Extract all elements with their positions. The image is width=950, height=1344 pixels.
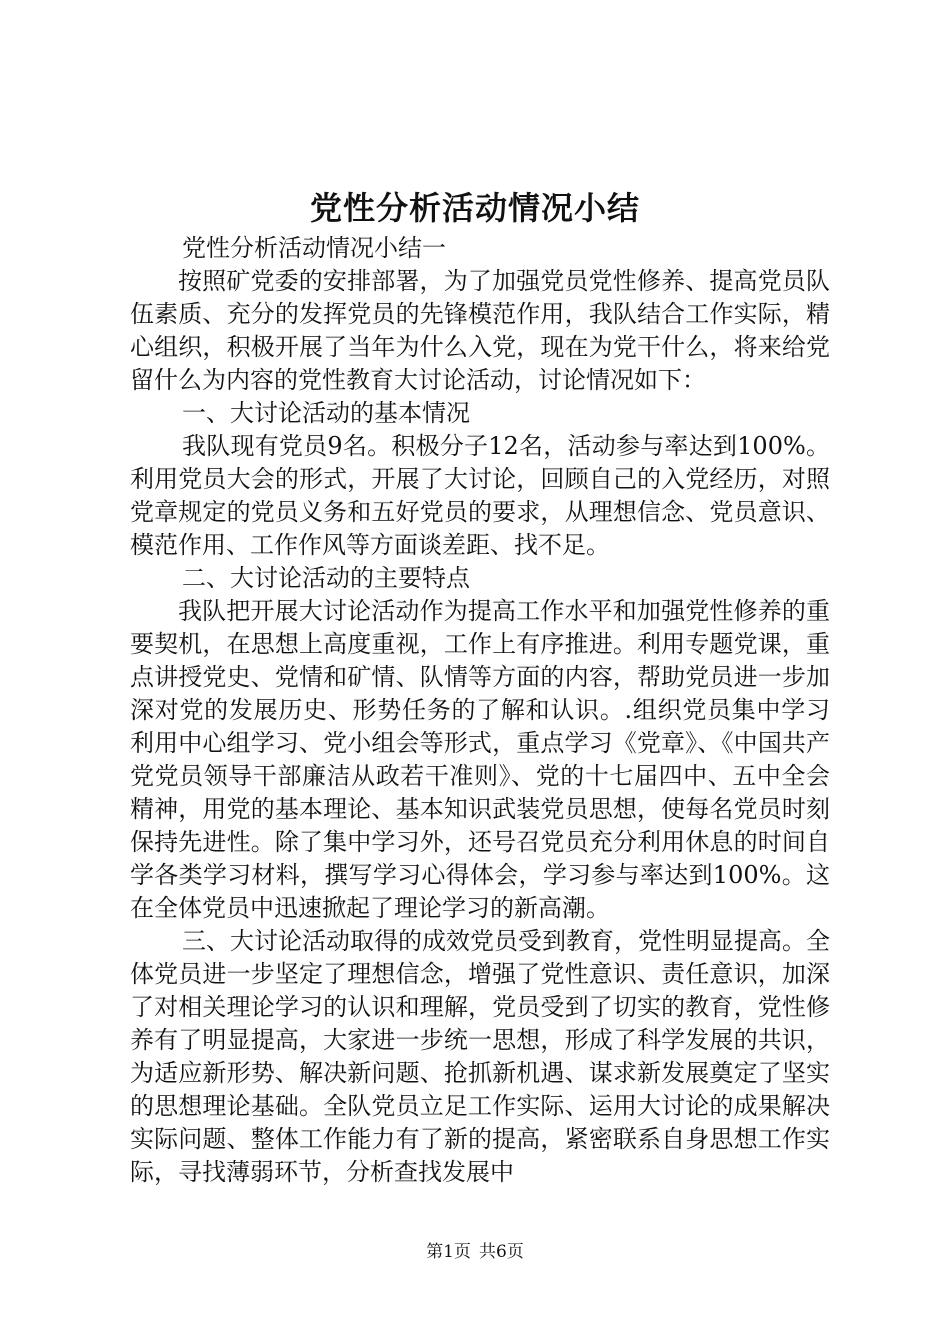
document-body <box>130 232 830 1189</box>
page-footer <box>0 1240 950 1264</box>
section-3-paragraph: 三、大讨论活动取得的成效党员受到教育，党性明显提高。全体党员进一步坚定了理想信念，增强了党性意识、责任意识，加深了对相关理论学习的认识和理解，党员受到了切实的教育，党性修养有了明显提高，大家进一步统一思想，形成了科学发展的共识，为适应新形势、解决新问题、抢抓新机遇、谋求新发展奠定了坚实的思想理论基础。全队党员立足工作实际、运用大讨论的成果解决实际问题、整体工作能力有了新的提高，紧密联系自身思想工作实际，寻找薄弱环节，分析查找发展中 <box>130 927 830 1186</box>
section-heading-2: 二、大讨论活动的主要特点 <box>182 564 470 592</box>
subtitle-paragraph: 党性分析活动情况小结一 <box>182 234 446 262</box>
document-title: 党性分析活动情况小结 <box>309 189 640 227</box>
section-1-paragraph: 我队现有党员9名。积极分子12名，活动参与率达到100%。利用党员大会的形式，开展了大讨论，回顾自己的入党经历，对照党章规定的党员义务和五好党员的要求，从理想信念、党员意识、模范作用、工作作风等方面谈差距、找不足。 <box>130 432 830 559</box>
intro-paragraph: 按照矿党委的安排部署，为了加强党员党性修养、提高党员队伍素质、充分的发挥党员的先锋模范作用，我队结合工作实际，精心组织，积极开展了当年为什么入党，现在为党干什么，将来给党留什么为内容的党性教育大讨论活动，讨论情况如下： <box>130 267 830 394</box>
page-number: 第1页 <box>426 1242 471 1262</box>
section-heading-1: 一、大讨论活动的基本情况 <box>182 399 470 427</box>
page-total: 共6页 <box>479 1242 524 1262</box>
section-2-paragraph: 我队把开展大讨论活动作为提高工作水平和加强党性修养的重要契机，在思想上高度重视，工作上有序推进。利用专题党课，重点讲授党史、党情和矿情、队情等方面的内容，帮助党员进一步加深对党的发展历史、形势任务的了解和认识。.组织党员集中学习利用中心组学习、党小组会等形式，重点学习《党章》、《中国共产党党员领导干部廉洁从政若干准则》、党的十七届四中、五中全会精神，用党的基本理论、基本知识武装党员思想，使每名党员时刻保持先进性。除了集中学习外，还号召党员充分利用休息的时间自学各类学习材料，撰写学习心得体会，学习参与率达到100%。这在全体党员中迅速掀起了理论学习的新高潮。 <box>130 597 830 922</box>
